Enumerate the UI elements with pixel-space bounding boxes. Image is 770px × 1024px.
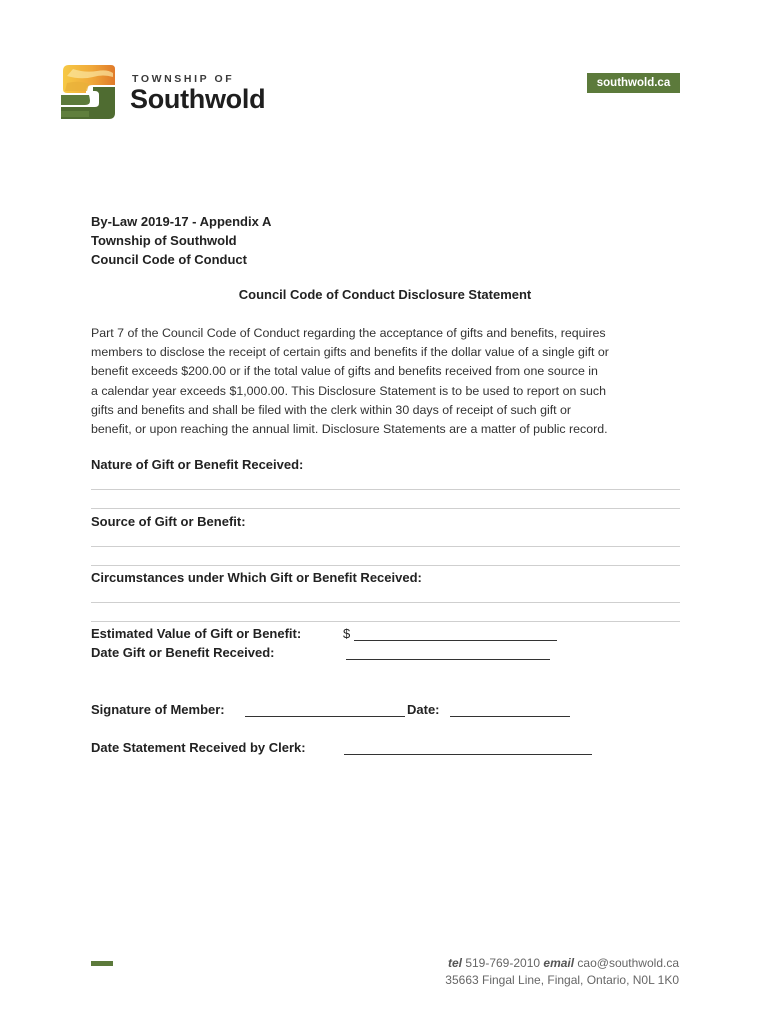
document-heading [91,212,271,269]
source-label: Source of Gift or Benefit: [91,514,246,529]
clerk-date-field[interactable] [344,742,592,755]
intro-line: gifts and benefits and shall be filed with the clerk within 30 days of receipt of such gift or [91,402,572,417]
source-input-line-1[interactable] [91,546,680,547]
email-label: email [543,956,575,970]
date-received-field[interactable] [346,647,550,660]
signature-label: Signature of Member: [91,702,225,717]
nature-input-line-2[interactable] [91,508,680,509]
intro-line: members to disclose the receipt of certain gifts and benefits if the dollar value of a single gift or [91,345,609,360]
circumstances-label: Circumstances under Which Gift or Benefit Received: [91,570,422,585]
heading-line-code: Council Code of Conduct [91,252,247,267]
footer-contact-line [445,955,679,972]
tel-label: tel [447,956,462,970]
heading-line-township: Township of Southwold [91,233,237,248]
southwold-logo-icon [59,63,117,121]
intro-line: Part 7 of the Council Code of Conduct regarding the acceptance of gifts and benefits, requires [91,326,606,340]
circumstances-input-line-2[interactable] [91,621,680,622]
signature-date-field[interactable] [450,704,570,717]
signature-date-label: Date: [407,702,440,717]
estimated-value-label: Estimated Value of Gift or Benefit: [91,626,302,641]
intro-paragraph [91,324,681,439]
statement-title: Council Code of Conduct Disclosure Statement [238,287,532,302]
signature-field[interactable] [245,704,405,717]
tel-value[interactable]: 519-769-2010 [465,956,541,970]
intro-line: benefit exceeds $200.00 or if the total value of gifts and benefits received from one source in [91,364,598,379]
clerk-date-label: Date Statement Received by Clerk: [91,740,306,755]
nature-input-line-1[interactable] [91,489,680,490]
footer-address: 35663 Fingal Line, Fingal, Ontario, N0L 1K0 [445,973,679,987]
logo-title: Southwold [130,84,266,114]
logo-subtitle: TOWNSHIP OF [132,73,235,85]
footer-contact [445,955,679,989]
estimated-value-field[interactable] [354,628,557,641]
heading-line-bylaw: By-Law 2019-17 - Appendix A [91,214,272,229]
intro-line: benefit, or upon reaching the annual limit. Disclosure Statements are a matter of public record. [91,422,608,437]
township-logo [59,63,289,123]
circumstances-input-line-1[interactable] [91,602,680,603]
date-received-label: Date Gift or Benefit Received: [91,645,275,660]
email-value[interactable]: cao@southwold.ca [577,956,679,970]
nature-label: Nature of Gift or Benefit Received: [91,457,304,472]
footer-accent-bar [91,961,113,966]
intro-line: a calendar year exceeds $1,000.00. This Disclosure Statement is to be used to report on such [91,383,606,398]
source-input-line-2[interactable] [91,565,680,566]
website-badge[interactable]: southwold.ca [587,73,680,93]
currency-symbol: $ [343,626,351,641]
